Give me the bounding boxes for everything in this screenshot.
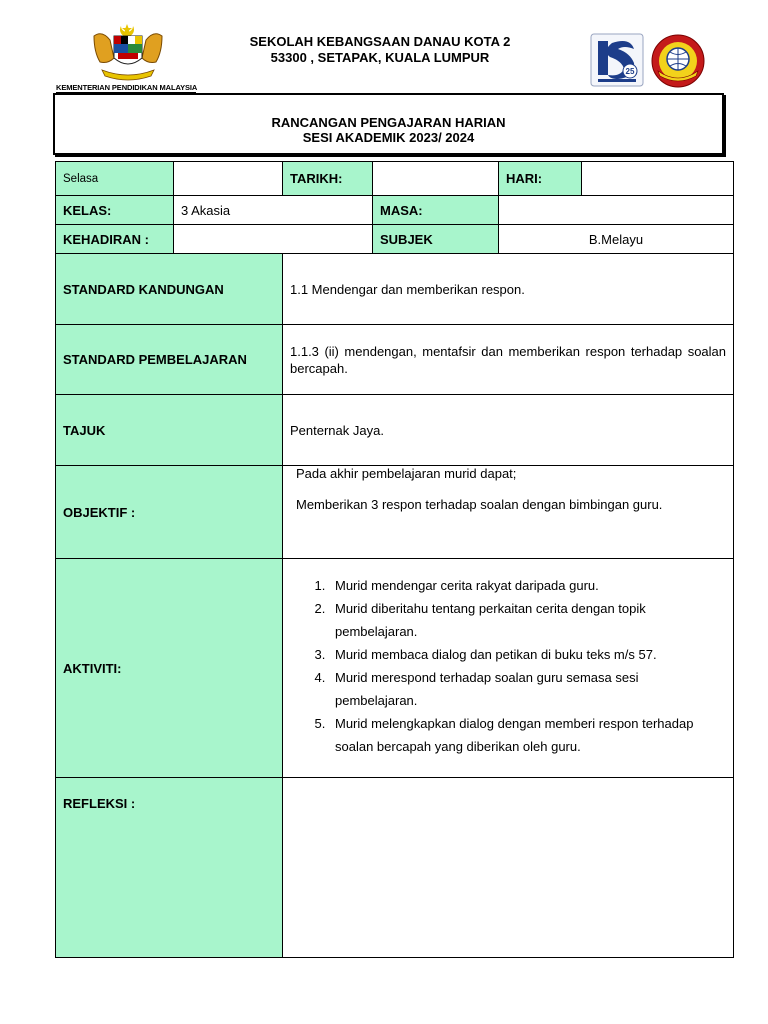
tarikh-value[interactable] [373, 162, 499, 196]
kelas-label: KELAS: [56, 196, 174, 225]
refleksi-value[interactable] [283, 778, 734, 958]
row-aktiviti [56, 559, 734, 778]
kelas-value[interactable]: 3 Akasia [174, 196, 373, 225]
row-tajuk [56, 395, 734, 466]
blank-cell [174, 162, 283, 196]
row-objektif [56, 466, 734, 559]
hari-label: HARI: [499, 162, 582, 196]
tajuk-label: TAJUK [56, 395, 283, 466]
tarikh-label: TARIKH: [283, 162, 373, 196]
school-crest-logo [650, 33, 706, 89]
quality-logo-number: 25 [625, 67, 635, 76]
standard-pembelajaran-value[interactable]: 1.1.3 (ii) mendengan, mentafsir dan memberikan respon terhadap soalan bercapah. [283, 325, 734, 395]
school-header [180, 34, 580, 66]
row-refleksi [56, 778, 734, 958]
objektif-label: OBJEKTIF : [56, 466, 283, 559]
lesson-plan-table [55, 161, 734, 958]
plan-title: RANCANGAN PENGAJARAN HARIAN [271, 115, 506, 130]
day-cell: Selasa [56, 162, 174, 196]
aktiviti-value[interactable] [283, 559, 734, 778]
aktiviti-item: 2. Murid diberitahu tentang perkaitan cerita dengan topik pembelajaran. [329, 597, 703, 643]
info-row-date [56, 162, 734, 196]
session-title: SESI AKADEMIK 2023/ 2024 [302, 130, 475, 145]
masa-value[interactable] [499, 196, 734, 225]
standard-kandungan-value[interactable]: 1.1 Mendengar dan memberikan respon. [283, 254, 734, 325]
objektif-intro: Pada akhir pembelajaran murid dapat; [296, 466, 517, 481]
title-box [53, 93, 724, 155]
hari-value[interactable] [582, 162, 734, 196]
standard-pembelajaran-label: STANDARD PEMBELAJARAN [56, 325, 283, 395]
quality-logo [590, 33, 644, 87]
school-address: 53300 , SETAPAK, KUALA LUMPUR [270, 50, 490, 65]
aktiviti-label: AKTIVITI: [56, 559, 283, 778]
subjek-label: SUBJEK [373, 225, 499, 254]
kehadiran-label: KEHADIRAN : [56, 225, 174, 254]
row-standard-kandungan [56, 254, 734, 325]
ministry-caption: KEMENTERIAN PENDIDIKAN MALAYSIA [56, 83, 198, 92]
aktiviti-item: 5. Murid melengkapkan dialog dengan memberi respon terhadap soalan bercapah yang diberikan oleh guru. [329, 712, 703, 758]
subjek-value[interactable]: B.Melayu [499, 225, 734, 254]
aktiviti-item: 1. Murid mendengar cerita rakyat daripada guru. [329, 574, 703, 597]
standard-kandungan-label: STANDARD KANDUNGAN [56, 254, 283, 325]
aktiviti-item: 4. Murid merespond terhadap soalan guru semasa sesi pembelajaran. [329, 666, 703, 712]
aktiviti-item: 3. Murid membaca dialog dan petikan di buku teks m/s 57. [329, 643, 703, 666]
kehadiran-value[interactable] [174, 225, 373, 254]
coat-of-arms-logo [88, 22, 168, 82]
aktiviti-list [283, 574, 703, 758]
tajuk-value[interactable]: Penternak Jaya. [283, 395, 734, 466]
info-row-class [56, 196, 734, 225]
masa-label: MASA: [373, 196, 499, 225]
refleksi-label: REFLEKSI : [56, 778, 283, 958]
objektif-target: Memberikan 3 respon terhadap soalan dengan bimbingan guru. [296, 497, 663, 512]
info-row-subject [56, 225, 734, 254]
objektif-value[interactable] [283, 466, 734, 559]
school-name: SEKOLAH KEBANGSAAN DANAU KOTA 2 [249, 34, 511, 49]
row-standard-pembelajaran [56, 325, 734, 395]
